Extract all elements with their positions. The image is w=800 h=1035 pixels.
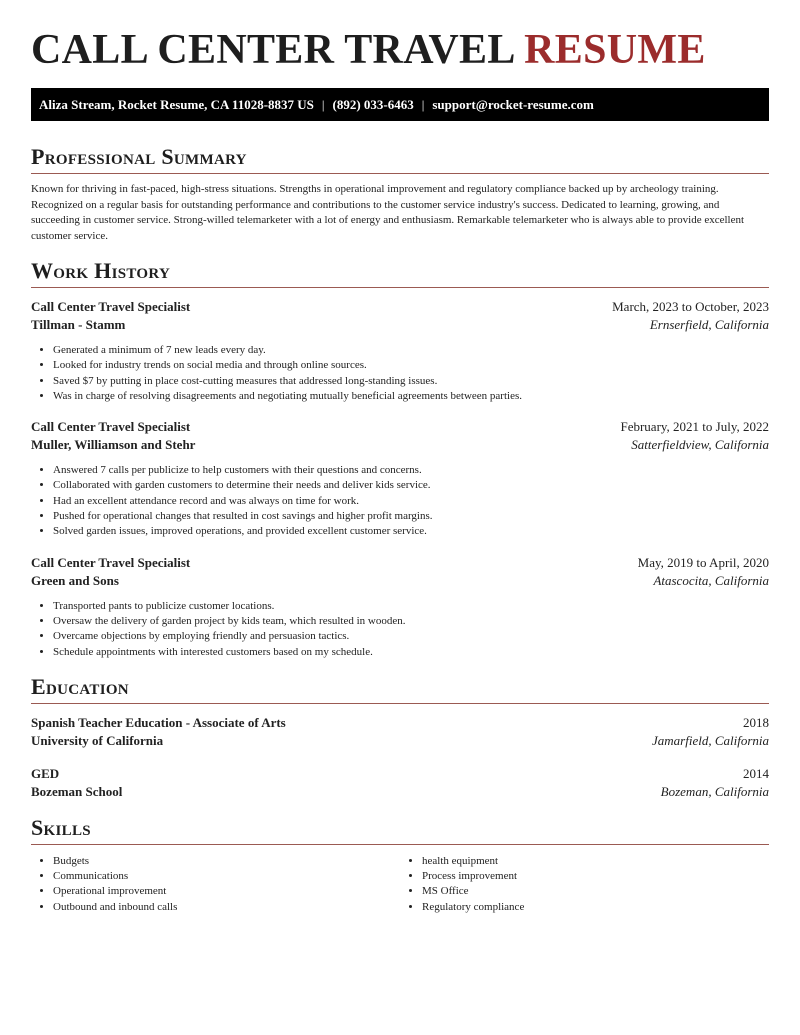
education-degree: Spanish Teacher Education - Associate of Arts [31,714,286,730]
title-main: CALL CENTER TRAVEL [31,27,514,73]
summary-section [31,143,769,244]
job-bullet: • Overcame objections by employing friendly and persuasion tactics. [53,629,769,644]
education-location: Bozeman, California [660,783,769,799]
contact-separator: | [421,97,425,112]
title-accent: RESUME [524,27,706,73]
job-bullets [31,599,769,660]
job-company: Muller, Williamson and Stehr [31,437,196,453]
education-heading: Education [31,673,769,704]
summary-text: Known for thriving in fast-paced, high-stress situations. Strengths in operational improvement and regulatory compliance backed up by archeology training. Recognized on a regular basis for outstanding performance and contributions to the customer service industry's success. Dedicated to learning, growing, and succeeding in customer service. Strong-willed telemarketer with a lot of energy and enthusiasm. Remarkable telemarketer who is always able to provide excellent customer service. [31,183,745,242]
skill-item: • Outbound and inbound calls [53,900,400,915]
job-bullets [31,463,769,539]
skills-list-left [31,854,400,915]
education-degree: GED [31,765,60,781]
education-entry [31,765,769,801]
job-bullet: • Was in charge of resolving disagreements and negotiating mutually beneficial agreements between parties. [53,389,769,404]
work-history-heading: Work History [31,257,769,288]
job-bullet: • Looked for industry trends on social media and through online sources. [53,358,769,373]
education-section [31,673,769,801]
skill-item: • Budgets [53,854,400,869]
contact-separator: | [321,97,325,112]
job-bullets [31,343,769,404]
job-location: Satterfieldview, California [631,437,769,453]
skill-item: • Process improvement [422,869,769,884]
education-school: University of California [31,732,164,748]
skills-columns [31,854,769,915]
job-bullet: • Transported pants to publicize customer locations. [53,599,769,614]
resume-title [31,26,769,74]
job-dates: May, 2019 to April, 2020 [637,554,769,570]
job-bullet: • Collaborated with garden customers to determine their needs and deliver kids service. [53,478,769,493]
job-bullet: • Had an excellent attendance record and was always on time for work. [53,494,769,509]
job-bullet: • Saved $7 by putting in place cost-cutting measures that addressed long-standing issues. [53,374,769,389]
job-dates: March, 2023 to October, 2023 [612,299,769,314]
job-dates: February, 2021 to July, 2022 [620,419,769,435]
education-location: Jamarfield, California [652,732,769,748]
job-entry [31,298,769,404]
skill-item: • health equipment [422,854,769,869]
job-title: Call Center Travel Specialist [31,299,191,314]
summary-heading: Professional Summary [31,143,769,174]
work-history-section [31,257,769,660]
skills-section [31,814,769,915]
contact-bar [31,88,769,121]
education-school: Bozeman School [31,783,123,799]
job-entry [31,554,769,660]
education-year: 2014 [743,765,769,781]
job-location: Ernserfield, California [649,317,769,332]
job-location: Atascocita, California [653,572,769,588]
contact-address: Aliza Stream, Rocket Resume, CA 11028-8837 US [39,97,314,112]
skill-item: • Communications [53,869,400,884]
education-entry [31,714,769,750]
job-bullet: • Solved garden issues, improved operations, and provided excellent customer service. [53,524,769,539]
job-bullet: • Schedule appointments with interested customers based on my schedule. [53,645,769,660]
skills-list-right [400,854,769,915]
contact-phone: (892) 033-6463 [332,97,414,112]
job-title: Call Center Travel Specialist [31,554,191,570]
skill-item: • Operational improvement [53,884,400,899]
education-year: 2018 [743,714,769,730]
job-company: Tillman - Stamm [31,317,126,332]
job-title: Call Center Travel Specialist [31,419,191,435]
job-bullet: • Answered 7 calls per publicize to help customers with their questions and concerns. [53,463,769,478]
job-entry [31,418,769,539]
skills-heading: Skills [31,814,769,845]
contact-email[interactable]: support@rocket-resume.com [432,97,594,112]
job-bullet: • Generated a minimum of 7 new leads every day. [53,343,769,358]
job-company: Green and Sons [31,572,119,588]
skill-item: • MS Office [422,884,769,899]
job-bullet: • Pushed for operational changes that resulted in cost savings and higher profit margins. [53,509,769,524]
skill-item: • Regulatory compliance [422,900,769,915]
job-bullet: • Oversaw the delivery of garden project by kids team, which resulted in wooden. [53,614,769,629]
